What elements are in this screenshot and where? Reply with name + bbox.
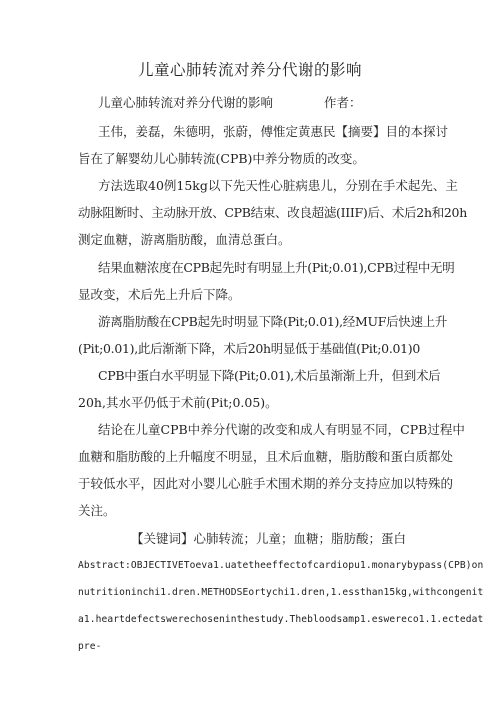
body-line: 游离脂肪酸在CPB起先时明显下降(Pit;0.01),经MUF后快速上升 xyxy=(98,314,448,329)
author-label: 作者： xyxy=(324,95,362,110)
body-line: 20h,其水平仍低于术前(Pit;0.05)。 xyxy=(78,395,278,410)
body-line: 结论在儿童CPB中养分代谢的改变和成人有明显不同，CPB过程中 xyxy=(98,422,465,437)
abstract-line: a1.heartdefectswerechoseninthestudy.Thebloodsamp1.eswereco1.1.ectedat xyxy=(78,614,484,625)
document-title: 儿童心肺转流对养分代谢的影响 xyxy=(137,61,362,79)
body-line: 方法选取40例15kg以下先天性心脏病患儿，分别在手术起先、主 xyxy=(98,178,458,193)
header-title-text: 儿童心肺转流对养分代谢的影响 xyxy=(98,95,274,110)
abstract-line: pre- xyxy=(78,641,102,652)
body-line: 旨在了解婴幼儿心肺转流(CPB)中养分物质的改变。 xyxy=(78,151,365,166)
body-line: 血糖和脂肪酸的上升幅度不明显，且术后血糖，脂肪酸和蛋白质都处 xyxy=(78,449,454,464)
body-line: 结果血糖浓度在CPB起先时有明显上升(Pit;0.01),CPB过程中无明 xyxy=(98,260,455,275)
body-line: 测定血糖，游离脂肪酸，血清总蛋白。 xyxy=(78,232,291,247)
body-line: 王伟，姜磊，朱德明，张蔚，傅惟定黄惠民【摘要】目的本探讨 xyxy=(98,124,449,139)
body-line: (Pit;0.01),此后渐渐下降，术后20h明显低于基础值(Pit;0.01)0 xyxy=(78,341,421,356)
abstract-line: nutritioninchi1.dren.METHODSEortychi1.dren,1.essthan15kg,withcongenit xyxy=(78,587,484,598)
body-line: CPB中蛋白水平明显下降(Pit;0.01),术后虽渐渐上升，但到术后 xyxy=(98,368,441,383)
abstract-line: Abstract:OBJECTIVEToeva1.uatetheeffectofcardiopu1.monarybypass(CPB)on xyxy=(78,560,484,571)
body-line: 于较低水平，因此对小婴儿心脏手术围术期的养分支持应加以特殊的 xyxy=(78,476,454,491)
body-line: 动脉阻断时、主动脉开放、CPB结束、改良超滤(IIIF)后、术后2h和20h xyxy=(78,205,467,220)
body-line: 显改变，术后先上升后下降。 xyxy=(78,287,241,302)
body-line: 关注。 xyxy=(78,503,116,518)
keywords-line: 【关键词】心肺转流；儿童；血糖；脂肪酸；蛋白 xyxy=(131,531,407,546)
